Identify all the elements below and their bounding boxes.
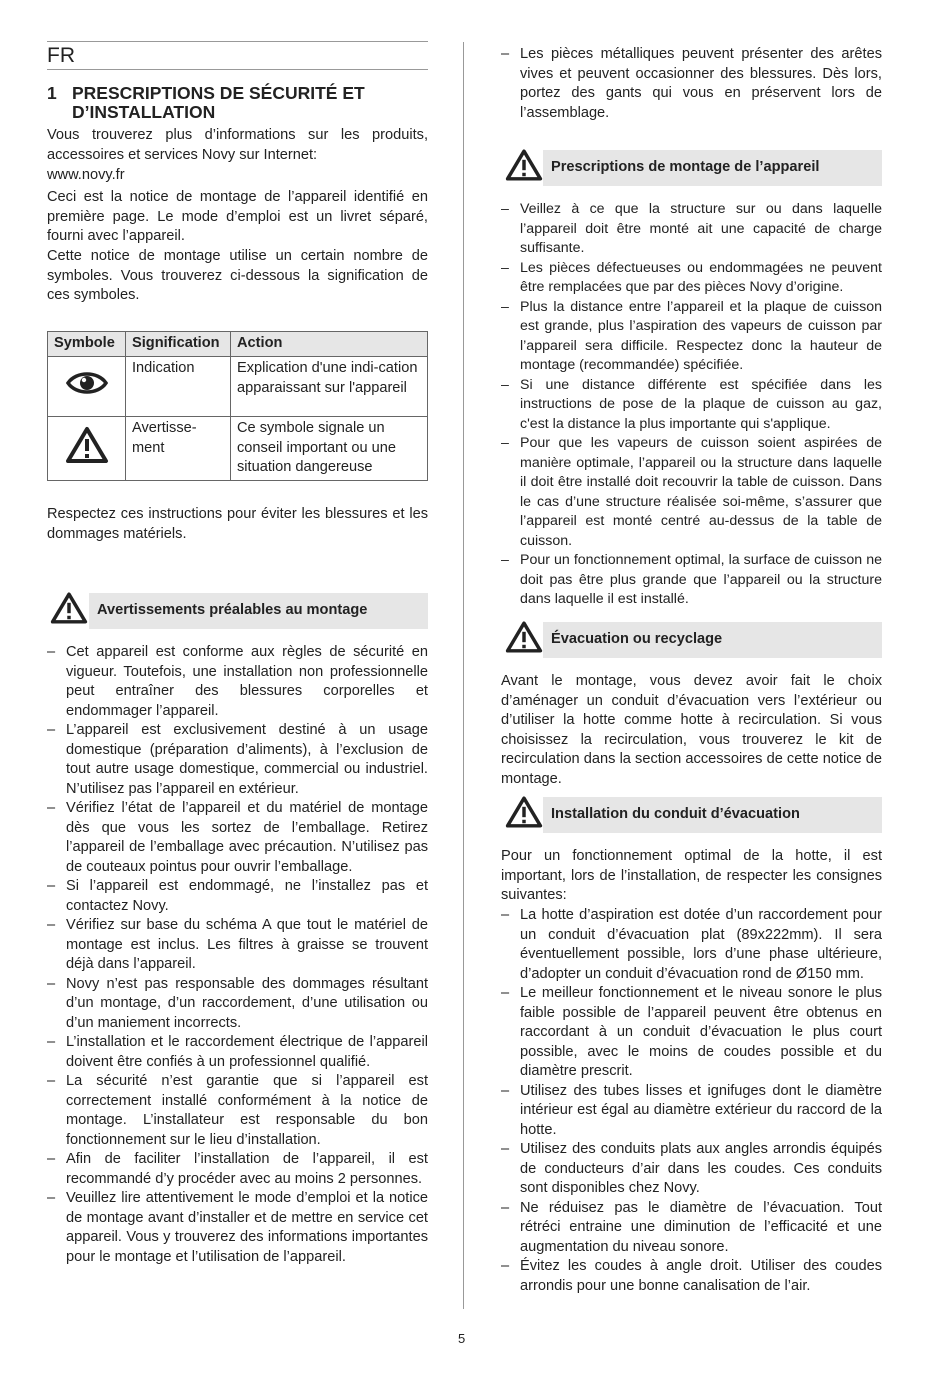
callout-evacuation — [543, 622, 882, 658]
list-item: – L’appareil est exclusivement destiné à un usage domestique (préparation d’aliments), à l’exclusion de tout autre usage domestique, commercial ou industriel. N’utilisez pas l’appareil en extérieur. — [47, 721, 428, 799]
table-cell-symbol — [48, 417, 126, 481]
intro-paragraph-1: Vous trouverez plus d’informations sur les produits, accessoires et services Novy sur Internet: — [47, 127, 428, 163]
section-heading — [47, 84, 428, 122]
list-item: – Utilisez des conduits plats aux angles arrondis équipés de conducteurs d’air dans les coudes. Ces conduits sont disponibles chez Novy. — [501, 1140, 882, 1199]
table-header-symbole: Symbole — [48, 332, 126, 357]
section-title-line2: D’INSTALLATION — [72, 102, 216, 122]
intro-website: www.novy.fr — [47, 167, 125, 183]
list-item: – Veillez à ce que la structure sur ou dans laquelle l’appareil doit être monté ait une capacité de charge suffisante. — [501, 200, 882, 259]
list-item: – Évitez les coudes à angle droit. Utiliser des coudes arrondis pour une bonne canalisation de l’air. — [501, 1257, 882, 1296]
page-number: 5 — [458, 1331, 466, 1346]
list-item: – Le meilleur fonctionnement et le niveau sonore le plus faible possible de l’appareil peuvent être obtenus en raccordant à un conduit d’évacuation le plus court possible, avec le moins de coudes possible et du diamètre prescrit. — [501, 984, 882, 1082]
list-item: – Pour un fonctionnement optimal, la surface de cuisson ne doit pas être plus grande que l’appareil ou la structure dans laquelle il est installé. — [501, 551, 882, 610]
callout-title: Prescriptions de montage de l’appareil — [551, 159, 820, 175]
list-item: – Si une distance différente est spécifiée dans les instructions de pose de la plaque de cuisson au gaz, c'est la distance la plus importante qui s'applique. — [501, 376, 882, 435]
column-divider — [463, 42, 464, 1309]
callout-title: Avertissements préalables au montage — [97, 602, 368, 618]
list-item: – Les pièces métalliques peuvent présenter des arêtes vives et peuvent occasionner des blessures. Dès lors, portez des gants qui vous en préservent lors de l’assemblage. — [501, 45, 882, 123]
warning-icon — [50, 591, 88, 625]
mounting-list — [501, 200, 882, 610]
list-item: – Ne réduisez pas le diamètre de l’évacuation. Tout rétréci entraine une diminution de l’efficacité et une augmentation du niveau sonore. — [501, 1199, 882, 1258]
language-label: FR — [47, 44, 75, 67]
list-item: – Afin de faciliter l’installation de l’appareil, il est recommandé d’y procéder avec au moins 2 personnes. — [47, 1150, 428, 1189]
section-title-line1: PRESCRIPTIONS DE SÉCURITÉ ET — [72, 83, 365, 103]
respect-paragraph: Respectez ces instructions pour éviter les blessures et les dommages matériels. — [47, 506, 428, 542]
list-item: – Cet appareil est conforme aux règles de sécurité en vigueur. Toutefois, une installation non professionnelle peut entraîner des blessures corporelles et endommager l’appareil. — [47, 643, 428, 721]
header-rule-top — [47, 41, 428, 42]
table-cell-signification: Indication — [126, 357, 231, 417]
callout-title: Installation du conduit d’évacuation — [551, 806, 800, 822]
list-item: – Pour que les vapeurs de cuisson soient aspirées de manière optimale, l’appareil ou la structure dans laquelle il doit être installé doit recouvrir la table de cuisson. Dans le cas d’une structure réalisée soi-même, s’assurer que l’appareil est monté centré au-dessus de la table de cuisson. — [501, 434, 882, 551]
list-item: – L’installation et le raccordement électrique de l’appareil doivent être confiés à un professionnel qualifié. — [47, 1033, 428, 1072]
table-cell-signification: Avertisse-ment — [126, 417, 231, 481]
list-item: – Plus la distance entre l’appareil et la plaque de cuisson est grande, plus l’aspiration des vapeurs de cuisson par l’appareil sera difficile. Respectez donc la hauteur de montage (recommandée) spécifiée. — [501, 298, 882, 376]
list-item: – Les pièces défectueuses ou endommagées ne peuvent être remplacées que par des pièces Novy d’origine. — [501, 259, 882, 298]
section-number: 1 — [47, 83, 57, 103]
installation-intro: Pour un fonctionnement optimal de la hotte, il est important, lors de l’installation, de respecter les consignes suivantes: — [501, 848, 882, 903]
table-header-signification: Signification — [126, 332, 231, 357]
list-item: – Vérifiez sur base du schéma A que tout le matériel de montage est inclus. Les filtres à graisse se trouvent déjà dans l’appareil. — [47, 916, 428, 975]
list-item: – La hotte d’aspiration est dotée d’un raccordement pour un conduit d’évacuation plat (89x222mm). Il sera éventuellement possible, lors d’une phase ultérieure, d’adopter un conduit d’évacuation rond de Ø150 mm. — [501, 906, 882, 984]
evacuation-paragraph: Avant le montage, vous devez avoir fait le choix d’aménager un conduit d’évacuation vers l’extérieur ou d’utiliser la hotte comme hotte à recirculation. Si vous choisissez la recirculation, vous trouverez le kit de recirculation dans la section accessoires de cette notice de montage. — [501, 673, 882, 787]
table-row — [48, 417, 428, 481]
warning-icon — [65, 426, 109, 464]
symbols-table — [47, 331, 428, 481]
list-item: – Novy n’est pas responsable des dommages résultant d’un montage, d’un raccordement, d’une utilisation ou d’un maniement incorrects. — [47, 975, 428, 1034]
metal-parts-list — [501, 45, 882, 123]
list-item: – Veuillez lire attentivement le mode d’emploi et la notice de montage avant d’installer et de mettre en service cet appareil. Vous y trouverez des informations importantes pour le montage et l’utilisation de l’appareil. — [47, 1189, 428, 1267]
warning-icon — [505, 620, 543, 654]
warning-icon — [505, 795, 543, 829]
table-cell-action: Ce symbole signale un conseil important ou une situation dangereuse — [231, 417, 428, 481]
callout-pre-assembly — [89, 593, 428, 629]
warning-icon — [505, 148, 543, 182]
pre-assembly-list — [47, 643, 428, 1267]
installation-list — [501, 906, 882, 1296]
list-item: – Vérifiez l’état de l’appareil et du matériel de montage dès que vous les sortez de l’emballage. Retirez l’appareil de l’emballage avec précaution. N’utilisez pas de couteaux pointus pour ouvrir l’emballage. — [47, 799, 428, 877]
header-rule-bottom — [47, 69, 428, 70]
table-cell-symbol — [48, 357, 126, 417]
callout-duct-installation — [543, 797, 882, 833]
eye-icon — [66, 370, 108, 396]
callout-mounting — [543, 150, 882, 186]
list-item: – Si l’appareil est endommagé, ne l’installez pas et contactez Novy. — [47, 877, 428, 916]
table-header-row — [48, 332, 428, 357]
callout-title: Évacuation ou recyclage — [551, 631, 723, 647]
intro-paragraph-3: Cette notice de montage utilise un certain nombre de symboles. Vous trouverez ci-dessous la signification de ces symboles. — [47, 248, 428, 303]
table-cell-action: Explication d'une indi-cation apparaissant sur l'appareil — [231, 357, 428, 417]
list-item: – Utilisez des tubes lisses et ignifuges dont le diamètre intérieur est égal au diamètre extérieur du raccord de la hotte. — [501, 1082, 882, 1141]
list-item: – La sécurité n’est garantie que si l’appareil est correctement installé conformément à la notice de montage. L’installateur est responsable du bon fonctionnement sur le lieu d’installation. — [47, 1072, 428, 1150]
table-row — [48, 357, 428, 417]
intro-paragraph-2: Ceci est la notice de montage de l’appareil identifié en première page. Le mode d’emploi est un livret séparé, fourni avec l’appareil. — [47, 189, 428, 244]
table-header-action: Action — [231, 332, 428, 357]
